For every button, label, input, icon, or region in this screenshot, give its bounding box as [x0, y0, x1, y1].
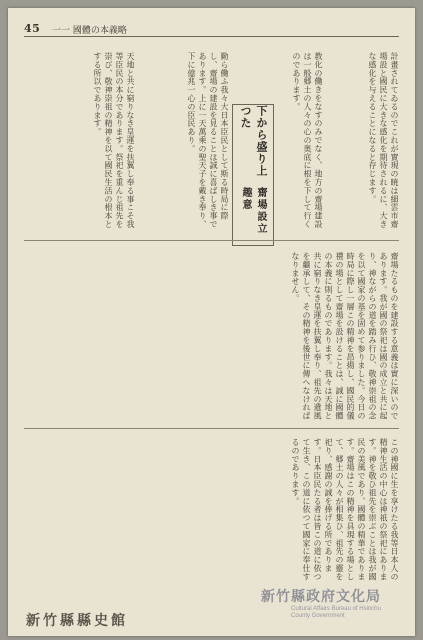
text-column-upper-left-b: 天地と共に窮りなき皇運を扶翼し奉る事こそ我等臣民の本分であります。祭祀を重んじ祖先を崇び、敬神崇祖の精神を以て國民生活の根本とする所以であります。 — [93, 52, 135, 229]
divider-2 — [24, 428, 399, 429]
page-header — [8, 8, 415, 38]
watermark-title: 新竹縣政府文化局 — [261, 589, 381, 605]
header-rule — [24, 36, 399, 37]
text-column-middle: 齋場たるものを建設する意義は實に深いのであります。我が國の祭祀は國の成立と共に起り、神ながらの道を踏み行ひ、敬神崇祖の念を以て國家の基を固めて参りました。今日の時局に際し一層この精神を昂揚し、國民的儀禮の場として齋場を設けることは、誠に國體の本義に則るものであります。我々は天地と共に窮りなき皇運を扶翼し奉り、祖先の遺風を繼承して、その精神を後世に傳へなければなりません。 — [291, 252, 399, 420]
document-page — [8, 8, 415, 636]
text-column-upper-left-a: 勤ら働ふ我々大日本臣民として斯る時局に際し、齋場の建設を見ることは誠に喜ばしき事であります。上に一天萬乘の聖天子を戴き奉り、下に億兆一心の臣民あり。 — [187, 52, 229, 229]
watermark-subtitle: Cultural Affairs Bureau of Hsinchu County Government — [291, 606, 381, 619]
section-heading-box — [232, 104, 274, 246]
section-subheading: 齋場設立趣意 — [240, 186, 266, 235]
text-column-upper-mid: 教化の働きをなすのみでなく、地方の齋場建設は一般郷土の人々の心の奥底に根を下して行くのであります。 — [292, 52, 323, 229]
text-column-upper-right: 計畫されてゐるのでこれが實現の暁は細雲市齋場設と國民に大きな感化を期待されるに、大きな感化を与えることになると存じます。 — [368, 52, 399, 229]
watermark — [261, 584, 401, 630]
running-title: 一一 國體の本義略 — [52, 26, 127, 36]
text-column-lower: この神國に生を享けたる我等日本人の精神生活の中心は神祇の祭祀にあります。神を敬ひ祖先を崇ぶことは我が國民の美風であり、國體の精華であります。齋場はこの精神を具現する場として、郷土の人々が相集ひ、祖先の靈を祀り、感謝の誠を捧げる所であります。日本臣民たる者は皆この道に依つて生き、この道に依つて國家に奉仕するのであります。 — [291, 438, 399, 581]
section-heading: 下から盛り上つた — [239, 105, 268, 177]
page-number: 45 — [24, 22, 41, 35]
archive-stamp: 新竹縣縣史館 — [26, 613, 128, 629]
divider-1 — [24, 240, 399, 241]
